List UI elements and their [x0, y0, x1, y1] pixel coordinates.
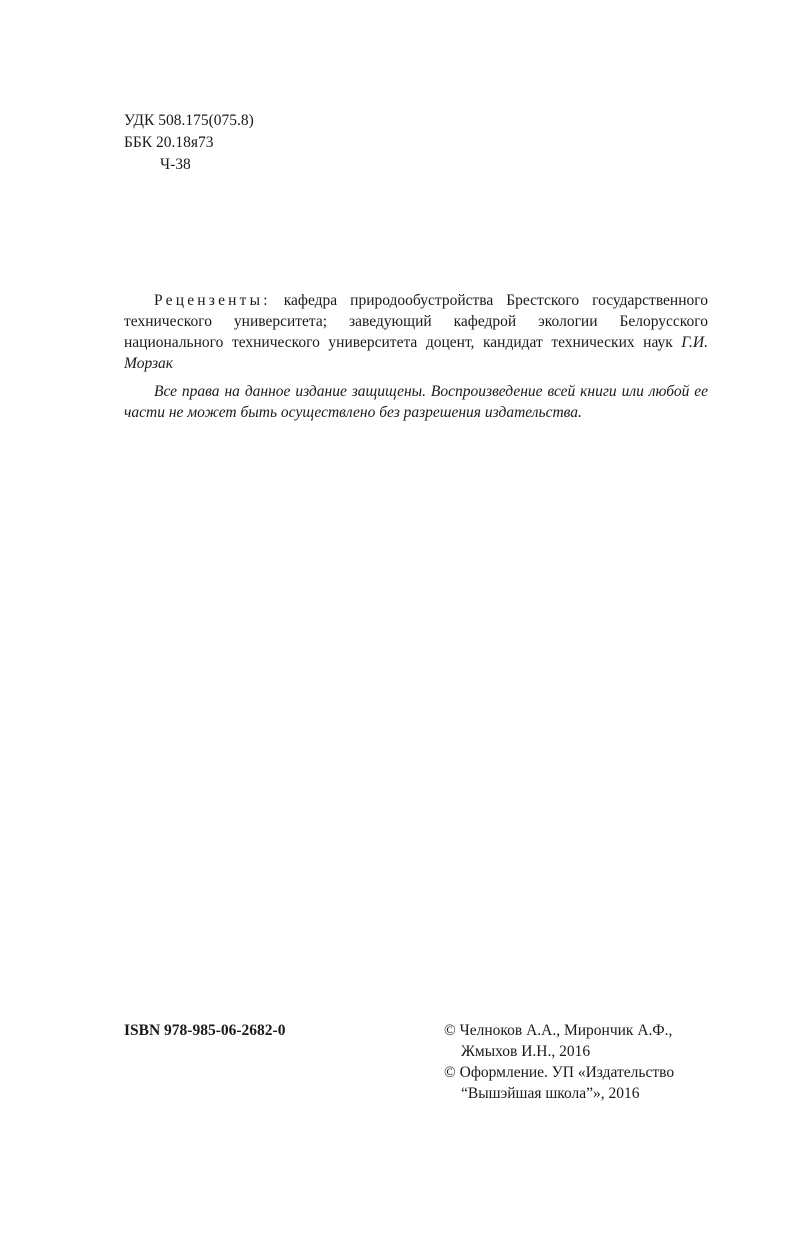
- copyright-block: [444, 1020, 734, 1104]
- copyright-design-line2: “Вышэйшая школа”», 2016: [461, 1085, 640, 1102]
- reviewers-paragraph: [124, 290, 708, 374]
- reviewers-text: кафедра природообустройства Брестского государственного технического университета; заведующий кафедрой экологии Белорусского национального технического университета доцент, кандидат технических наук: [124, 292, 708, 351]
- bbk-code: ББК 20.18я73: [124, 134, 214, 151]
- copyright-authors-line1: © Челноков А.А., Мирончик А.Ф.,: [444, 1022, 673, 1039]
- reviewer-name: Г.И. Морзак: [124, 334, 708, 372]
- copyright-design-line1: © Оформление. УП «Издательство: [444, 1064, 675, 1081]
- udk-code: УДК 508.175(075.8): [124, 112, 254, 129]
- reviewers-label: Рецензенты:: [154, 292, 271, 309]
- isbn-number: ISBN 978-985-06-2682-0: [124, 1022, 286, 1039]
- rights-notice: Все права на данное издание защищены. Воспроизведение всей книги или любой ее части не может быть осуществлено без разрешения издательства.: [124, 383, 708, 421]
- author-mark: Ч-38: [160, 156, 191, 173]
- copyright-authors-line2: Жмыхов И.Н., 2016: [461, 1043, 591, 1060]
- classification-block: [124, 110, 254, 176]
